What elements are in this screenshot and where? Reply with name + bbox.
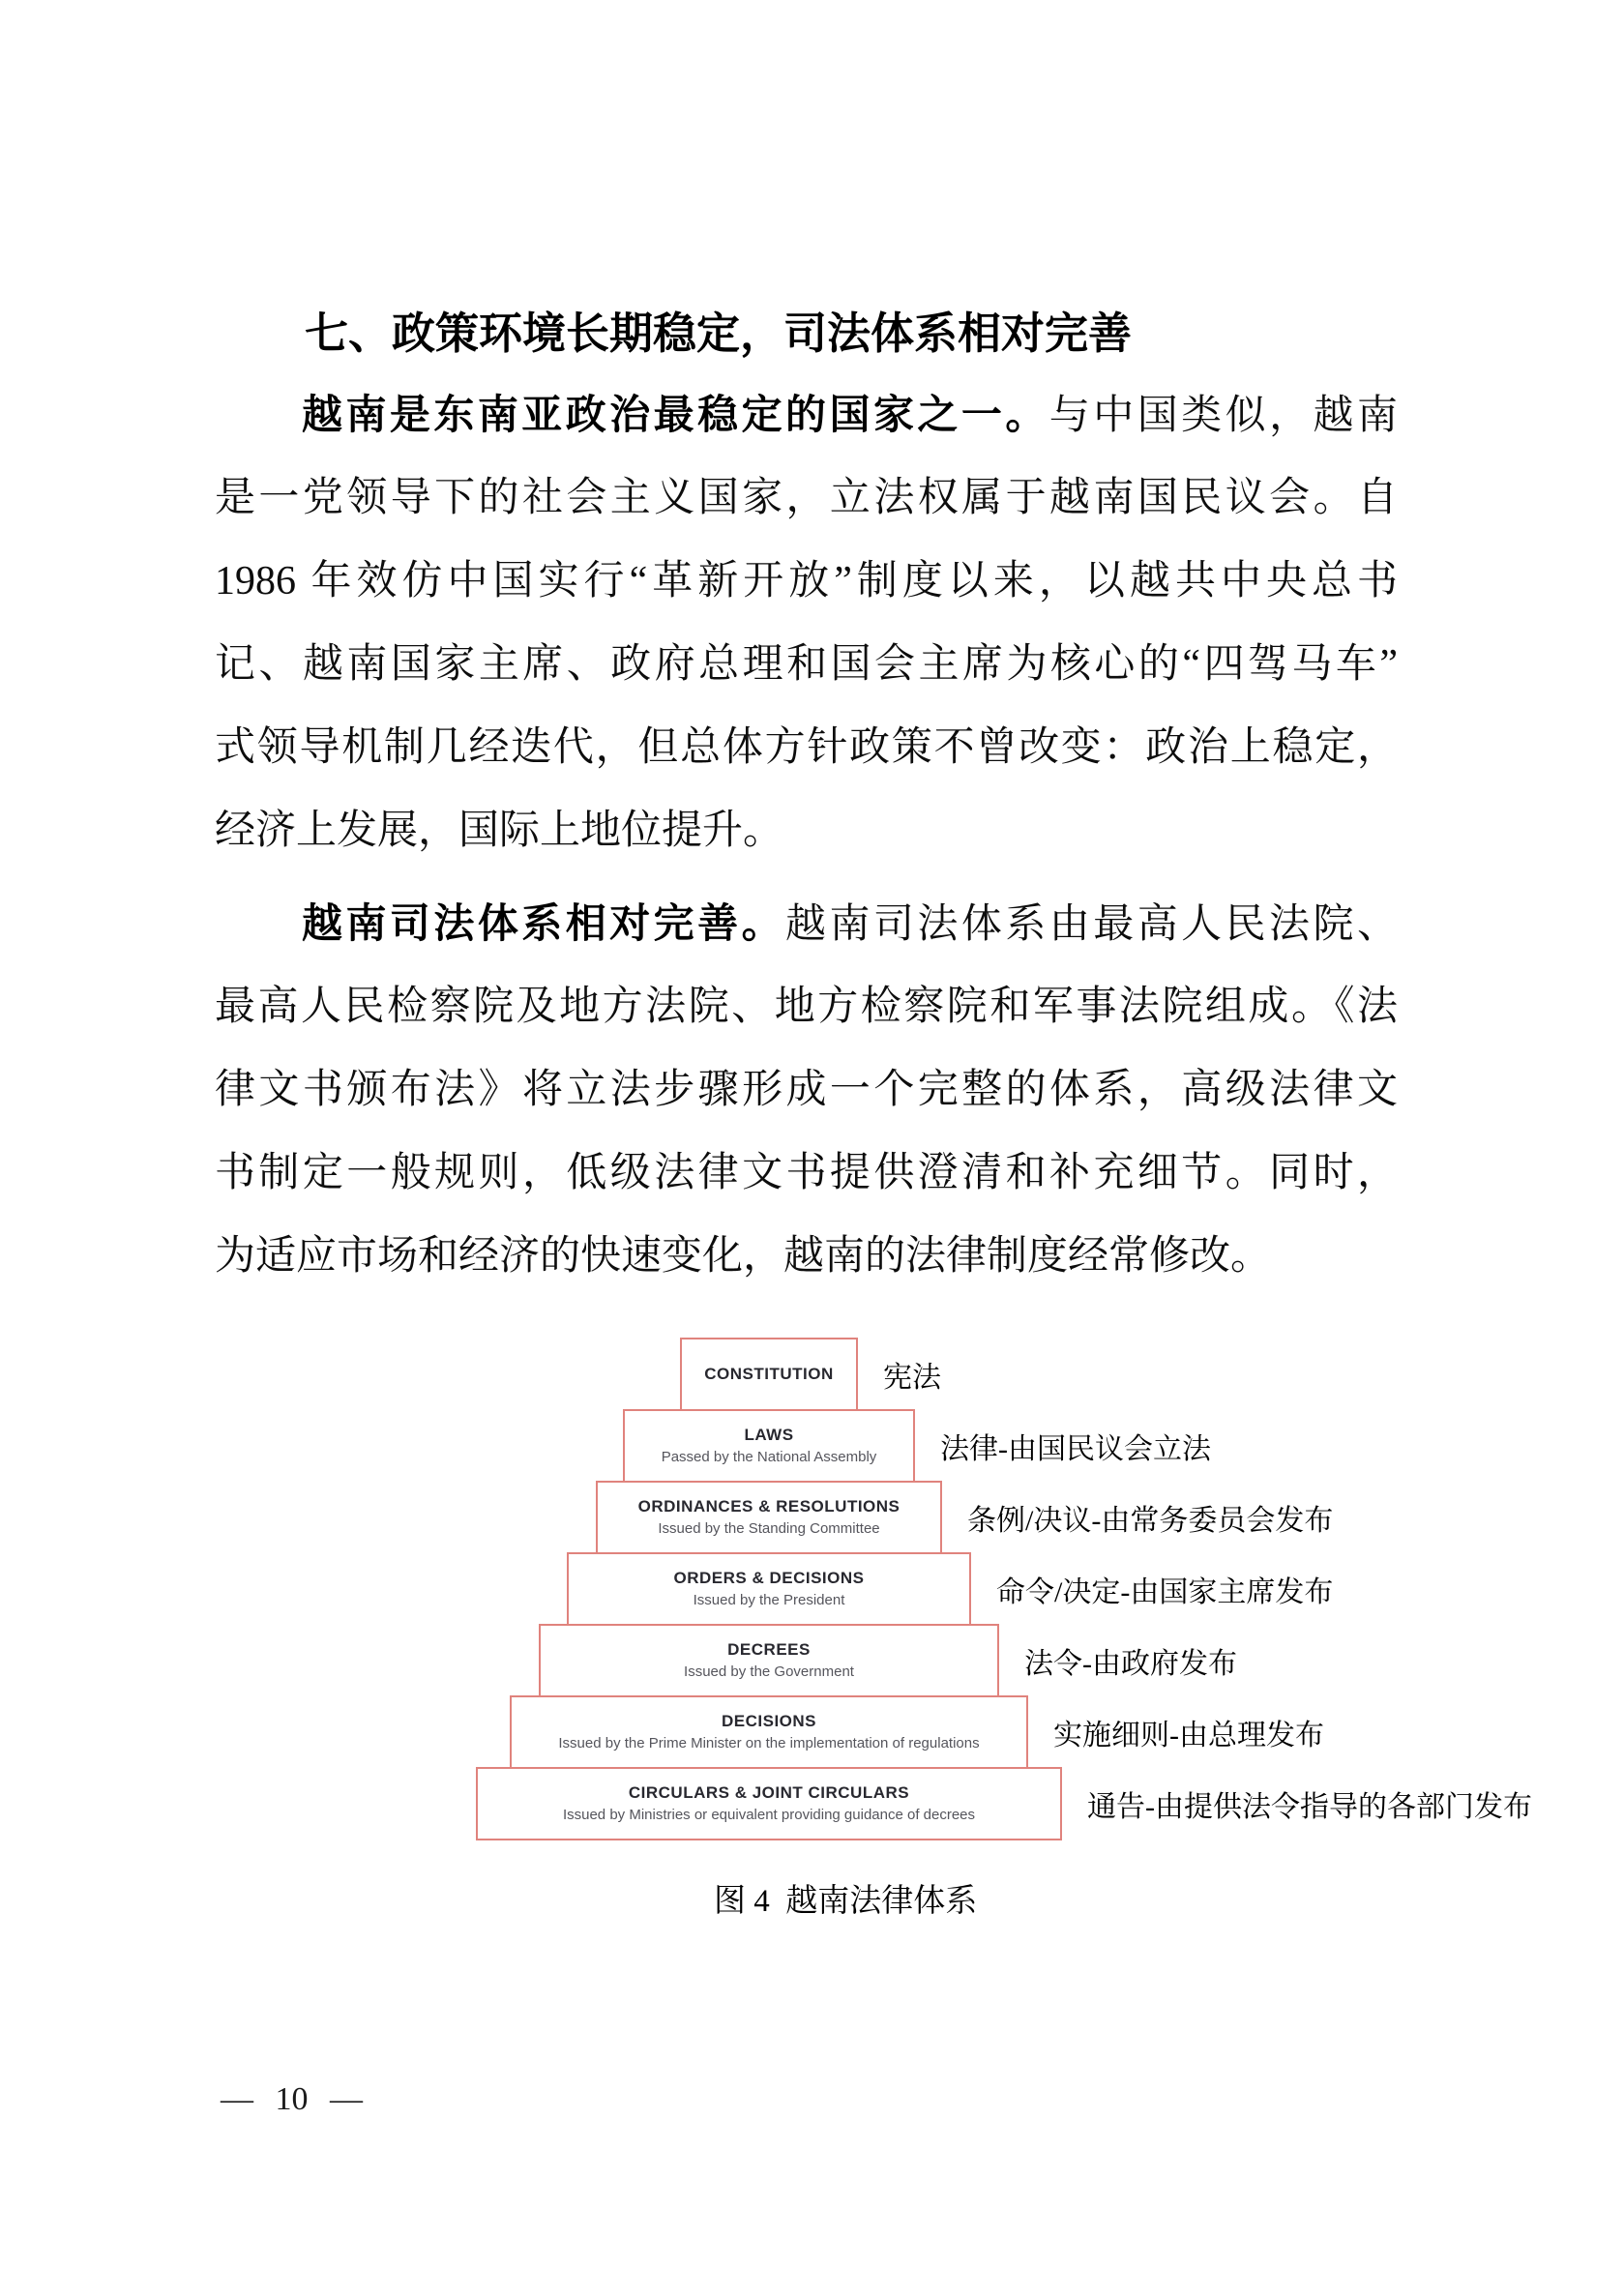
pyramid-level-label-zh: 法律-由国民议会立法 [940, 1433, 1211, 1465]
pyramid-level-subtitle: Issued by the President [693, 1591, 845, 1608]
figure-caption: 图 4 越南法律体系 [714, 1884, 978, 1919]
body-line [215, 540, 1398, 623]
body-text: 记、越南国家主席、政府总理和国会主席为核心的“四驾马车” [215, 642, 1398, 687]
pyramid-level-label-zh: 条例/决议-由常务委员会发布 [967, 1505, 1334, 1537]
pyramid-level-box [623, 1409, 915, 1483]
body-line [215, 1132, 1398, 1215]
pyramid-level-label-zh: 宪法 [883, 1362, 941, 1394]
body-text: 书制定一般规则，低级法律文书提供澄清和补充细节。同时， [215, 1151, 1398, 1195]
pyramid-level-title: ORDERS & DECISIONS [673, 1568, 865, 1587]
body-text: 最高人民检察院及地方法院、地方检察院和军事法院组成。《法 [215, 985, 1398, 1029]
pyramid-level-box [596, 1481, 942, 1554]
body-line [215, 373, 1398, 456]
pyramid-level-title: LAWS [744, 1425, 794, 1444]
body-text: 经济上发展，国际上地位提升。 [215, 809, 784, 853]
body-text: 是一党领导下的社会主义国家，立法权属于越南国民议会。自 [215, 476, 1398, 520]
pyramid-level-subtitle: Issued by the Government [684, 1663, 854, 1680]
body-line [215, 706, 1398, 789]
body-line [215, 1048, 1398, 1132]
body-text: 为适应市场和经济的快速变化，越南的法律制度经常修改。 [215, 1234, 1272, 1279]
pyramid-level-box [680, 1338, 858, 1411]
pyramid-level-title: ORDINANCES & RESOLUTIONS [637, 1496, 901, 1516]
body-line [215, 965, 1398, 1048]
pyramid-level-title: CIRCULARS & JOINT CIRCULARS [628, 1782, 910, 1802]
body-line [215, 456, 1398, 540]
pyramid-level-title: CONSTITUTION [704, 1364, 834, 1383]
body-line [215, 789, 1398, 872]
body-text: 1986 年效仿中国实行“革新开放”制度以来，以越共中央总书 [215, 559, 1398, 603]
pyramid-level-box [539, 1624, 999, 1697]
body-text-block [215, 373, 1398, 1298]
body-text: 式领导机制几经迭代，但总体方针政策不曾改变：政治上稳定， [215, 725, 1398, 770]
body-text: 律文书颁布法》将立法步骤形成一个完整的体系，高级法律文 [215, 1068, 1398, 1112]
pyramid-level-label-zh: 法令-由政府发布 [1024, 1648, 1237, 1680]
body-text-bold: 越南司法体系相对完善。 [302, 900, 786, 946]
pyramid-level-box [510, 1695, 1028, 1769]
pyramid-level-subtitle: Issued by the Standing Committee [658, 1519, 880, 1537]
pyramid-level-box [476, 1767, 1062, 1840]
pyramid-level-label-zh: 实施细则-由总理发布 [1053, 1720, 1324, 1751]
pyramid-level-label-zh: 命令/决定-由国家主席发布 [996, 1576, 1334, 1608]
body-line [215, 882, 1398, 965]
pyramid-level-subtitle: Issued by the Prime Minister on the implementation of regulations [558, 1734, 980, 1751]
body-line [215, 1215, 1398, 1298]
pyramid-level-title: DECISIONS [721, 1711, 817, 1730]
pyramid-level-subtitle: Issued by Ministries or equivalent providing guidance of decrees [562, 1806, 976, 1823]
body-text: 越南司法体系由最高人民法院、 [785, 902, 1398, 947]
section-heading: 七、政策环境长期稳定，司法体系相对完善 [305, 309, 1133, 358]
pyramid-level-title: DECREES [727, 1639, 811, 1659]
body-text: 与中国类似，越南 [1048, 394, 1398, 438]
page-number: — 10 — [221, 2081, 363, 2117]
pyramid-level-box [567, 1552, 971, 1626]
body-line [215, 623, 1398, 706]
body-text-bold: 越南是东南亚政治最稳定的国家之一。 [302, 392, 1049, 437]
pyramid-level-subtitle: Passed by the National Assembly [661, 1448, 877, 1465]
pyramid-level-label-zh: 通告-由提供法令指导的各部门发布 [1087, 1791, 1532, 1823]
